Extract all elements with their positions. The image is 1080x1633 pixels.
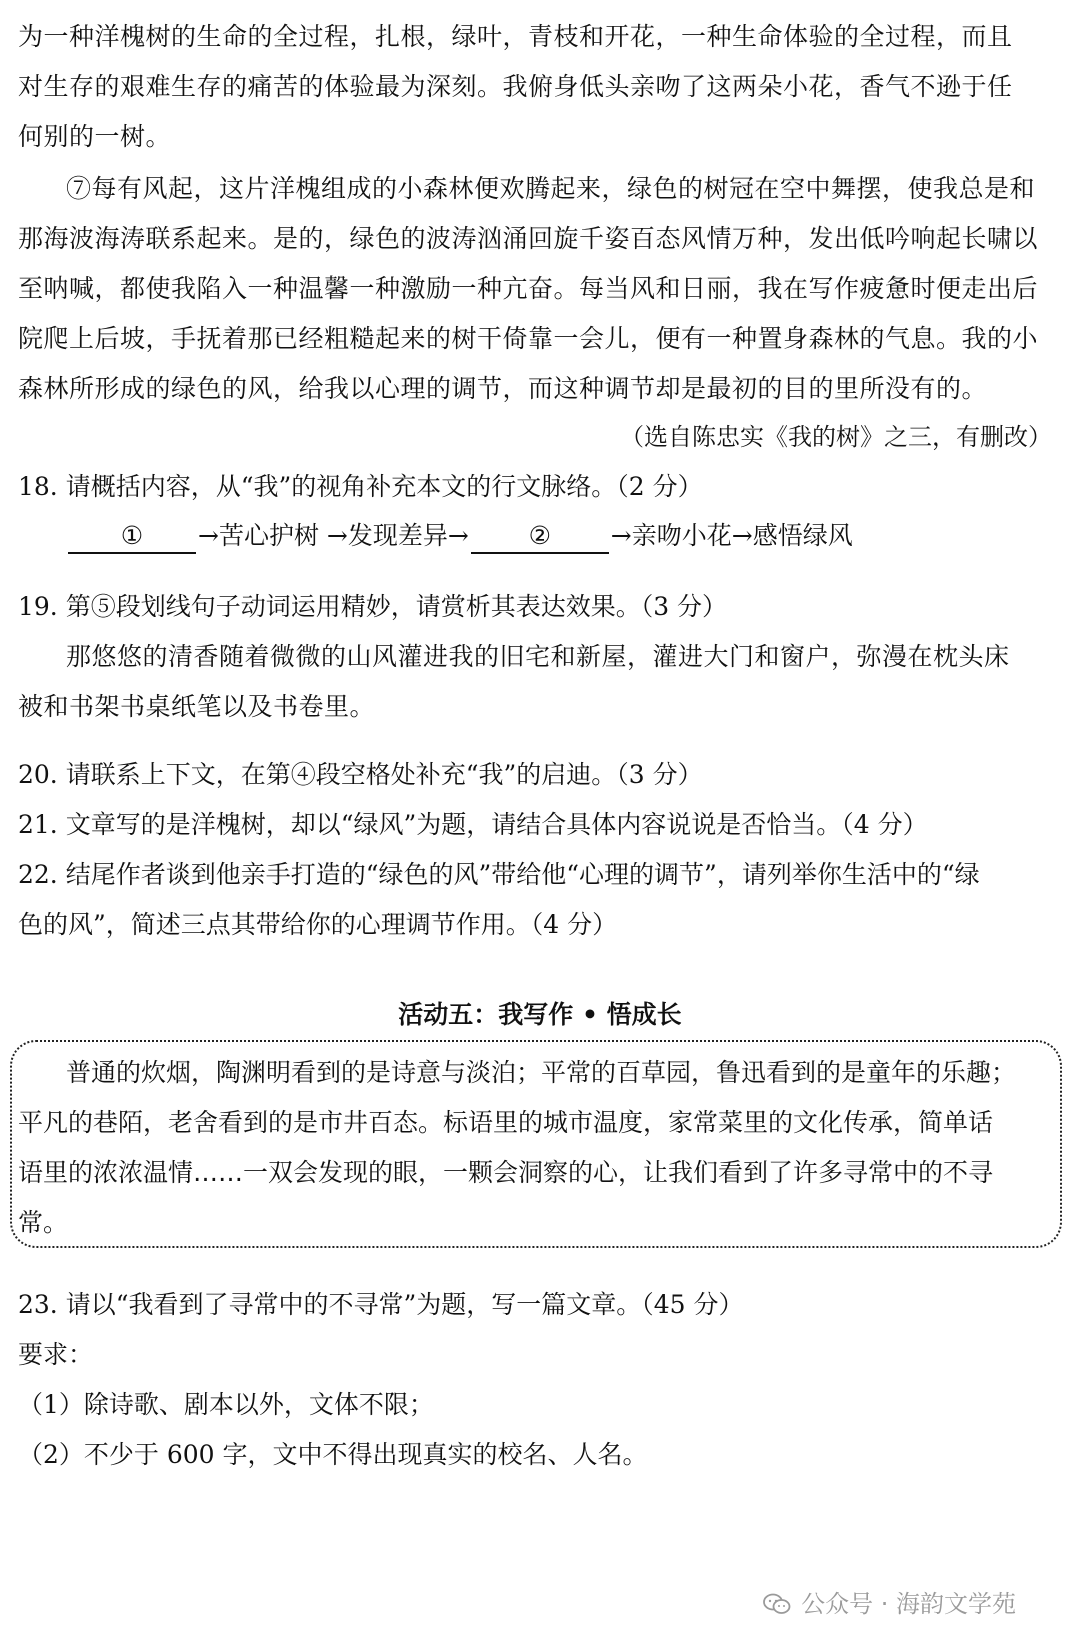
question-19-quote-line: 被和书架书桌纸笔以及书卷里。 — [18, 692, 376, 721]
material-line: 普通的炊烟，陶渊明看到的是诗意与淡泊；平常的百草园，鲁迅看到的是童年的乐趣； — [66, 1058, 1017, 1087]
wechat-icon — [763, 1593, 791, 1615]
material-line: 语里的浓浓温情……一双会发现的眼，一颗会洞察的心，让我们看到了许多寻常中的不寻 — [18, 1158, 994, 1187]
passage-line: 为一种洋槐树的生命的全过程，扎根，绿叶，青枝和开花，一种生命体验的全过程，而且 — [18, 22, 1013, 51]
flow-segment: →亲吻小花→感悟绿风 — [610, 521, 853, 550]
question-19: 19. 第⑤段划线句子动词运用精妙，请赏析其表达效果。（3 分） — [18, 592, 728, 621]
paragraph-7-line: 院爬上后坡，手抚着那已经粗糙起来的树干倚靠一会儿，便有一种置身森林的气息。我的小 — [18, 324, 1039, 353]
question-23: 23. 请以“我看到了寻常中的不寻常”为题，写一篇文章。（45 分） — [18, 1290, 744, 1319]
flow-segment: →苦心护树 →发现差异→ — [198, 521, 469, 550]
passage-line: 对生存的艰难生存的痛苦的体验最为深刻。我俯身低头亲吻了这两朵小花，香气不逊于任 — [18, 72, 1013, 101]
question-22-cont: 色的风”，简述三点其带给你的心理调节作用。（4 分） — [18, 910, 618, 939]
fill-blank-1[interactable]: ① — [68, 520, 196, 554]
paragraph-7-line: 至呐喊，都使我陷入一种温馨一种激励一种亢奋。每当风和日丽，我在写作疲惫时便走出后 — [18, 274, 1039, 303]
requirements-label: 要求： — [18, 1340, 94, 1369]
paragraph-7-line: ⑦每有风起，这片洋槐组成的小森林便欢腾起来，绿色的树冠在空中舞摆，使我总是和 — [66, 174, 1036, 203]
passage-line: 何别的一树。 — [18, 122, 172, 151]
requirement-item: （2）不少于 600 字，文中不得出现真实的校名、人名。 — [18, 1440, 648, 1469]
question-19-quote-line: 那悠悠的清香随着微微的山风灌进我的旧宅和新屋，灌进大门和窗户，弥漫在枕头床 — [66, 642, 1010, 671]
material-line: 平凡的巷陌，老舍看到的是市井百态。标语里的城市温度，家常菜里的文化传承，简单话 — [18, 1108, 994, 1137]
watermark-text: 公众号 · 海韵文学苑 — [801, 1590, 1016, 1618]
paragraph-7-line: 森林所形成的绿色的风，给我以心理的调节，而这种调节却是最初的目的里所没有的。 — [18, 374, 988, 403]
fill-blank-2[interactable]: ② — [471, 520, 609, 554]
activity-5-heading: 活动五：我写作 • 悟成长 — [398, 1000, 682, 1029]
question-20: 20. 请联系上下文，在第④段空格处补充“我”的启迪。（3 分） — [18, 760, 703, 789]
question-18: 18. 请概括内容，从“我”的视角补充本文的行文脉络。（2 分） — [18, 472, 703, 501]
requirement-item: （1）除诗歌、剧本以外，文体不限； — [18, 1390, 434, 1419]
material-line: 常。 — [18, 1208, 69, 1237]
watermark — [763, 1584, 1016, 1619]
question-18-flow — [66, 516, 853, 556]
source-citation: （选自陈忠实《我的树》之三，有删改） — [620, 423, 1052, 451]
paragraph-7-line: 那海波海涛联系起来。是的，绿色的波涛汹涌回旋千姿百态风情万种，发出低吟响起长啸以 — [18, 224, 1039, 253]
question-22: 22. 结尾作者谈到他亲手打造的“绿色的风”带给他“心理的调节”，请列举你生活中的“绿 — [18, 860, 980, 889]
question-21: 21. 文章写的是洋槐树，却以“绿风”为题，请结合具体内容说说是否恰当。（4 分） — [18, 810, 928, 839]
